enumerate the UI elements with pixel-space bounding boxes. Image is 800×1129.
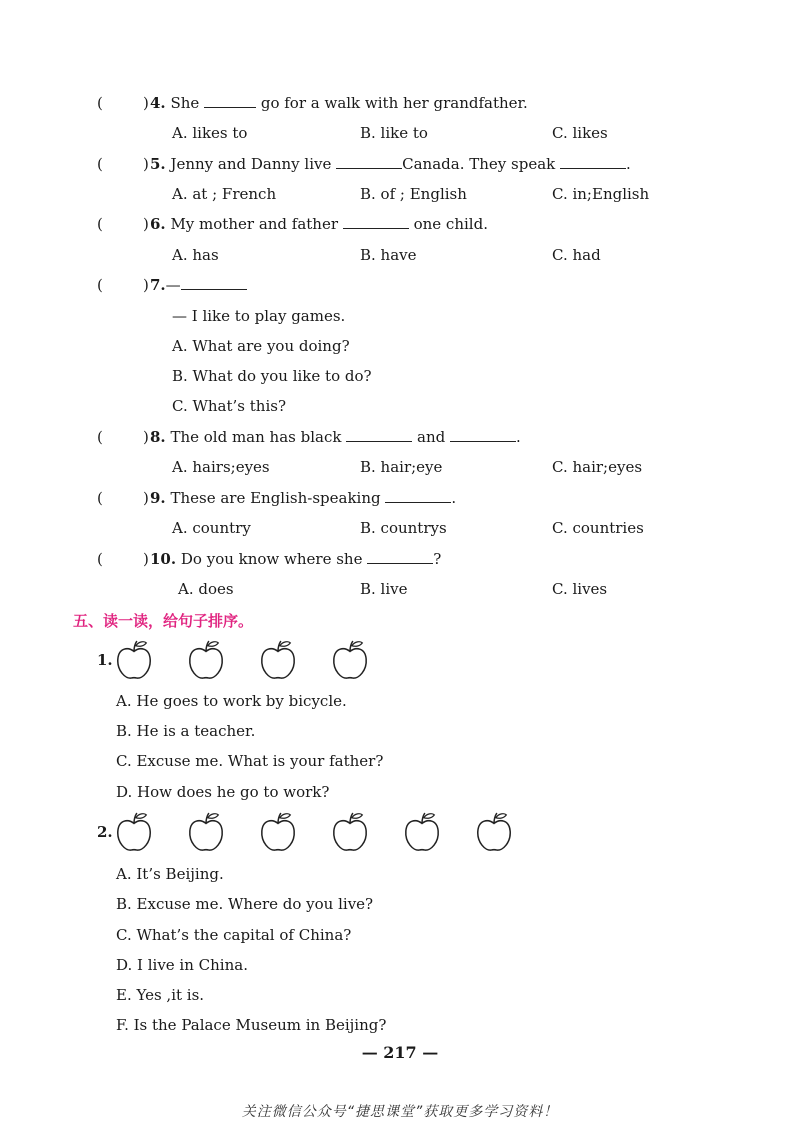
fill-blank[interactable] bbox=[346, 427, 412, 442]
fill-blank[interactable] bbox=[367, 549, 433, 564]
question-number: 7. bbox=[150, 276, 166, 294]
fill-blank[interactable] bbox=[385, 488, 451, 503]
apple-outline-icon[interactable] bbox=[331, 811, 369, 853]
option-b[interactable]: B. like to bbox=[360, 124, 428, 142]
sentence: D. I live in China. bbox=[116, 956, 248, 974]
sentence: E. Yes ,it is. bbox=[116, 986, 205, 1004]
question-6: 6. My mother and father one child. bbox=[150, 215, 488, 233]
sentence: D. How does he go to work? bbox=[116, 783, 330, 801]
sentence: C. What’s the capital of China? bbox=[116, 926, 352, 944]
apple-row-1 bbox=[97, 639, 403, 681]
sentence: F. Is the Palace Museum in Beijing? bbox=[116, 1016, 387, 1034]
section-title: 五、读一读，给句子排序。 bbox=[73, 612, 254, 630]
option-b[interactable]: B. live bbox=[360, 580, 408, 598]
group-label: 2. bbox=[97, 823, 113, 841]
option-a[interactable]: A. has bbox=[172, 246, 219, 264]
option-c[interactable]: C. had bbox=[552, 246, 601, 264]
question-9: 9. These are English-speaking . bbox=[150, 489, 457, 507]
question-number: 10. bbox=[150, 550, 177, 568]
question-10: 10. Do you know where she ? bbox=[150, 550, 442, 568]
fill-blank[interactable] bbox=[343, 214, 409, 229]
option-b[interactable]: B. What do you like to do? bbox=[172, 367, 372, 385]
question-number: 4. bbox=[150, 94, 166, 112]
apple-outline-icon[interactable] bbox=[187, 811, 225, 853]
option-b[interactable]: B. of ; English bbox=[360, 185, 467, 203]
sentence: C. Excuse me. What is your father? bbox=[116, 752, 384, 770]
option-c[interactable]: C. What’s this? bbox=[172, 397, 286, 415]
fill-blank[interactable] bbox=[181, 275, 247, 290]
question-7: 7.— bbox=[150, 275, 247, 295]
option-a[interactable]: A. country bbox=[172, 519, 251, 537]
sentence: B. Excuse me. Where do you live? bbox=[116, 895, 374, 913]
apple-outline-icon[interactable] bbox=[259, 811, 297, 853]
option-c[interactable]: C. in;English bbox=[552, 185, 650, 203]
apple-outline-icon[interactable] bbox=[115, 811, 153, 853]
footer-note: 关注微信公众号“捷思课堂”获取更多学习资料！ bbox=[241, 1104, 559, 1120]
option-a[interactable]: A. does bbox=[178, 580, 234, 598]
question-8: 8. The old man has black and . bbox=[150, 428, 521, 446]
sentence: B. He is a teacher. bbox=[116, 722, 256, 740]
option-a[interactable]: A. hairs;eyes bbox=[172, 458, 270, 476]
option-c[interactable]: C. countries bbox=[552, 519, 644, 537]
question-4: 4. She go for a walk with her grandfather. bbox=[150, 94, 528, 112]
option-c[interactable]: C. likes bbox=[552, 124, 608, 142]
option-c[interactable]: C. lives bbox=[552, 580, 608, 598]
group-label: 1. bbox=[97, 651, 113, 669]
option-b[interactable]: B. countrys bbox=[360, 519, 447, 537]
option-b[interactable]: B. hair;eye bbox=[360, 458, 443, 476]
page-number: — 217 — bbox=[361, 1043, 439, 1062]
sentence: A. It’s Beijing. bbox=[116, 865, 224, 883]
option-a[interactable]: A. What are you doing? bbox=[172, 337, 350, 355]
option-a[interactable]: A. at ; French bbox=[172, 185, 277, 203]
fill-blank[interactable] bbox=[450, 427, 516, 442]
fill-blank[interactable] bbox=[204, 93, 256, 108]
question-number: 6. bbox=[150, 215, 166, 233]
apple-outline-icon[interactable] bbox=[403, 811, 441, 853]
dialogue-answer: — I like to play games. bbox=[172, 307, 346, 325]
question-number: 9. bbox=[150, 489, 166, 507]
apple-outline-icon[interactable] bbox=[259, 639, 297, 681]
apple-outline-icon[interactable] bbox=[115, 639, 153, 681]
question-number: 8. bbox=[150, 428, 166, 446]
question-5: 5. Jenny and Danny live Canada. They speak . bbox=[150, 155, 631, 173]
option-b[interactable]: B. have bbox=[360, 246, 417, 264]
fill-blank[interactable] bbox=[336, 154, 402, 169]
apple-row-2 bbox=[97, 811, 547, 853]
option-a[interactable]: A. likes to bbox=[172, 124, 248, 142]
option-c[interactable]: C. hair;eyes bbox=[552, 458, 643, 476]
sentence: A. He goes to work by bicycle. bbox=[116, 692, 347, 710]
apple-outline-icon[interactable] bbox=[331, 639, 369, 681]
apple-outline-icon[interactable] bbox=[187, 639, 225, 681]
question-number: 5. bbox=[150, 155, 166, 173]
fill-blank[interactable] bbox=[560, 154, 626, 169]
apple-outline-icon[interactable] bbox=[475, 811, 513, 853]
